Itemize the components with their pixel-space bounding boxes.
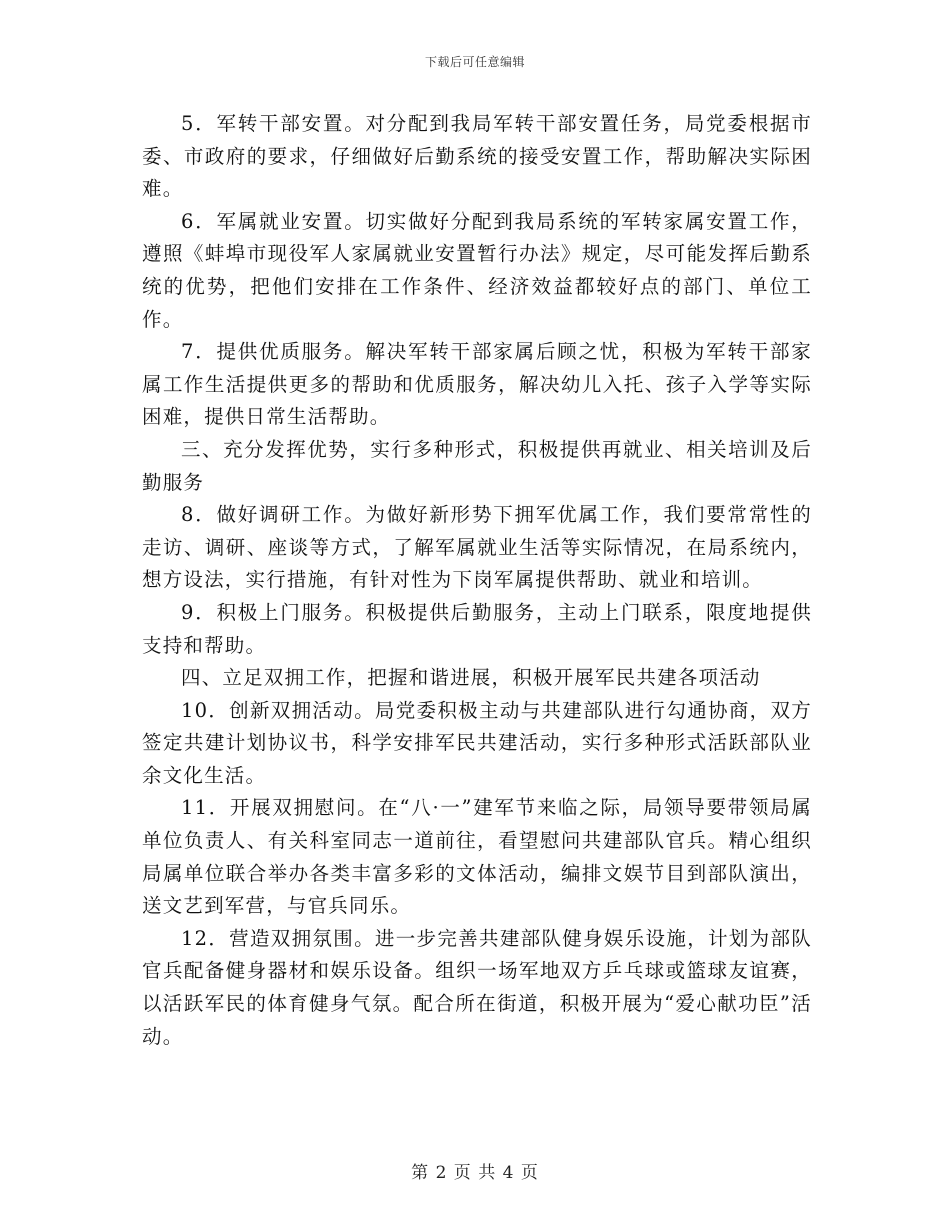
paragraph-item-6: 6．军属就业安置。切实做好分配到我局系统的军转家属安置工作，遵照《蚌埠市现役军人家属就业安置暂行办法》规定，尽可能发挥后勤系统的优势，把他们安排在工作条件、经济效益都较好点的部门、单位工作。 [142, 209, 812, 331]
paragraph-item-7: 7．提供优质服务。解决军转干部家属后顾之忧，积极为军转干部家属工作生活提供更多的帮助和优质服务，解决幼儿入托、孩子入学等实际困难，提供日常生活帮助。 [142, 340, 812, 429]
paragraph-item-5: 5．军转干部安置。对分配到我局军转干部安置任务，局党委根据市委、市政府的要求，仔细做好后勤系统的接受安置工作，帮助解决实际困难。 [142, 112, 812, 201]
document-body [142, 108, 812, 1053]
page-header: 下载后可任意编辑 [424, 55, 525, 69]
paragraph-item-12: 12．营造双拥氛围。进一步完善共建部队健身娱乐设施，计划为部队官兵配备健身器材和娱乐设备。组织一场军地双方乒乓球或篮球友谊赛，以活跃军民的体育健身气氛。配合所在街道，积极开展为“爱心献功臣”活动。 [142, 926, 812, 1048]
paragraph-item-9: 9．积极上门服务。积极提供后勤服务，主动上门联系，限度地提供支持和帮助。 [142, 600, 812, 657]
paragraph-item-10: 10．创新双拥活动。局党委积极主动与共建部队进行勾通协商，双方签定共建计划协议书，科学安排军民共建活动，实行多种形式活跃部队业余文化生活。 [142, 698, 812, 787]
section-heading-4: 四、立足双拥工作，把握和谐进展，积极开展军民共建各项活动 [181, 666, 761, 690]
paragraph-item-8: 8．做好调研工作。为做好新形势下拥军优属工作，我们要常常性的走访、调研、座谈等方式，了解军属就业生活等实际情况，在局系统内，想方设法，实行措施，有针对性为下岗军属提供帮助、就业和培训。 [142, 503, 812, 592]
paragraph-item-11: 11．开展双拥慰问。在“八·一”建军节来临之际，局领导要带领局属单位负责人、有关科室同志一道前往，看望慰问共建部队官兵。精心组织局属单位联合举办各类丰富多彩的文体活动，编排文娱节目到部队演出，送文艺到军营，与官兵同乐。 [142, 796, 812, 918]
section-heading-3: 三、充分发挥优势，实行多种形式，积极提供再就业、相关培训及后勤服务 [142, 437, 812, 494]
page-footer: 第 2 页 共 4 页 [411, 1163, 539, 1183]
